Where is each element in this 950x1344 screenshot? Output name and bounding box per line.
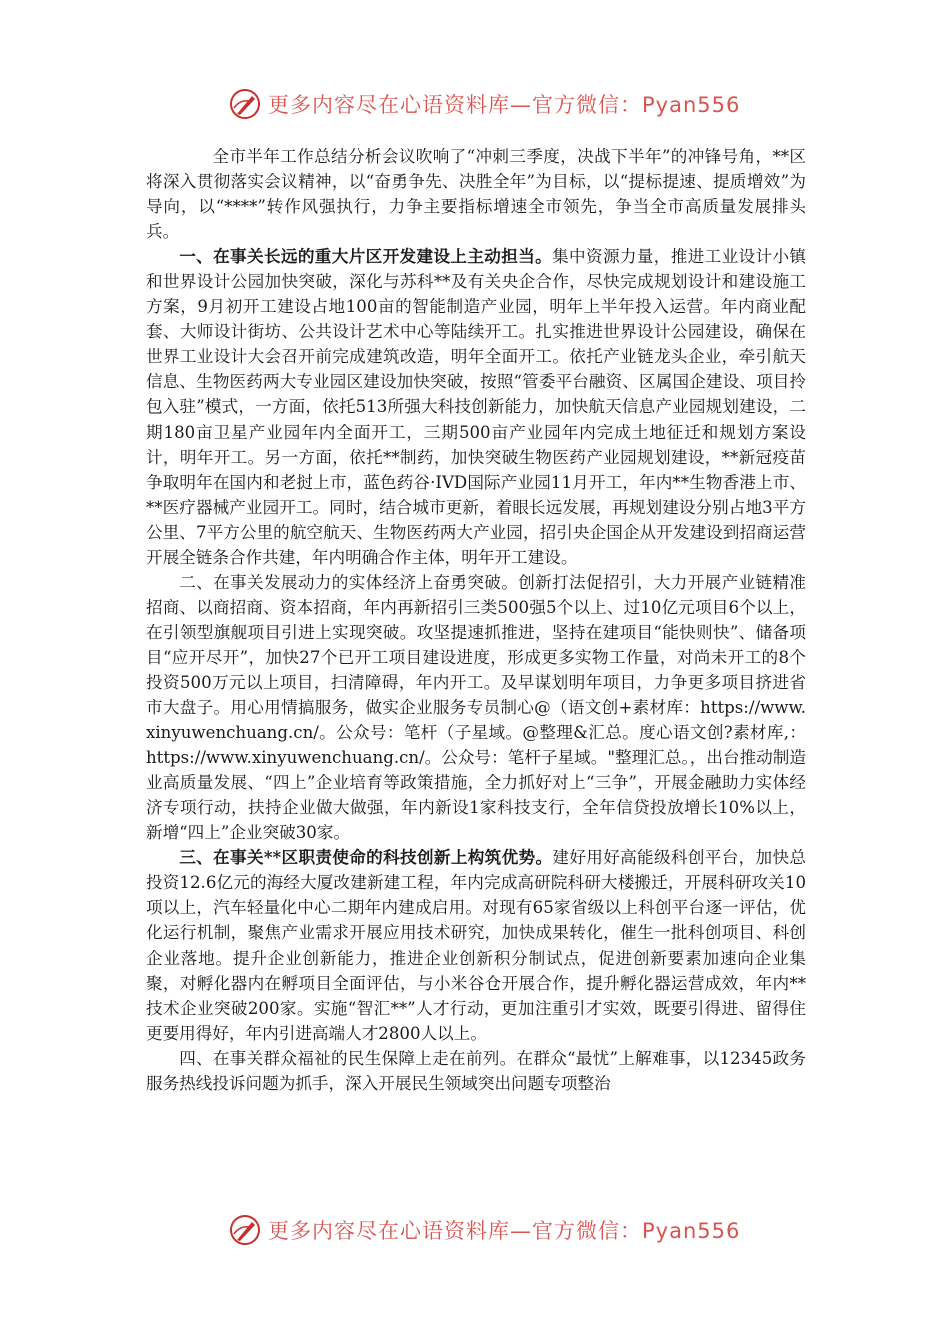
section-heading: 三、在事关**区职责使命的科技创新上构筑优势。: [179, 847, 553, 868]
banner-text: 更多内容尽在心语资料库—官方微信：Pyan556: [268, 93, 741, 117]
paragraph-section-2: 二、在事关发展动力的实体经济上奋勇突破。创新打法促招引，大力开展产业链精准招商、以商招商、资本招商，年内再新招引三类500强5个以上、过10亿元项目6个以上，在引领型旗舰项目引进上实现突破。攻坚提速抓推进，坚持在建项目“能快则快”、储备项目“应开尽开”，加快27个已开工项目建设进度，形成更多实物工作量，对尚未开工的8个投资500万元以上项目，扫清障碍，年内开工。及早谋划明年项目，力争更多项目挤进省市大盘子。用心用情搞服务，做实企业服务专员制心@（语文创+素材库：https://www.xinyuwenchuang.cn/。公众号：笔杆（子星域。@整理&汇总。度心语文创?素材库,：https://www.xinyuwenchuang.cn/。公众号：笔杆子星域。"整理汇总。，出台推动制造业高质量发展、“四上”企业培育等政策措施，全力抓好对上“三争”，开展金融助力实体经济专项行动，扶持企业做大做强，年内新设1家科技支行，全年信贷投放增长10%以上，新增“四上”企业突破30家。: [146, 572, 806, 843]
header-banner: [228, 84, 748, 124]
paragraph-section-1: 一、在事关长远的重大片区开发建设上主动担当。集中资源力量，推进工业设计小镇和世界设计公园加快突破，深化与苏科**及有关央企合作，尽快完成规划设计和建设施工方案，9月初开工建设占地100亩的智能制造产业园，明年上半年投入运营。年内商业配套、大师设计街坊、公共设计艺术中心等陆续开工。扎实推进世界设计公园建设，确保在世界工业设计大会召开前完成建筑改造，明年全面开工。依托产业链龙头企业，牵引航天信息、生物医药两大专业园区建设加快突破，按照“管委平台融资、区属国企建设、项目拎包入驻”模式，一方面，依托513所强大科技创新能力，加快航天信息产业园规划建设，二期180亩卫星产业园年内全面开工，三期500亩产业园年内完成土地征迁和规划方案设计，明年开工。另一方面，依托**制药，加快突破生物医药产业园规划建设，**新冠疫苗争取明年在国内和老挝上市，蓝色药谷·IVD国际产业园11月开工，年内**生物香港上市、**医疗器械产业园开工。同时，结合城市更新，着眼长远发展，再规划建设分别占地3平方公里、7平方公里的航空航天、生物医药两大产业园，招引央企国企从开发建设到招商运营开展全链条合作共建，年内明确合作主体，明年开工建设。: [146, 246, 807, 567]
document-body: [146, 144, 806, 1096]
footer-banner: [228, 1210, 748, 1250]
pen-nib-logo-icon: [228, 87, 262, 121]
banner-text: 更多内容尽在心语资料库—官方微信：Pyan556: [268, 1219, 741, 1243]
paragraph-intro: 全市半年工作总结分析会议吹响了“冲刺三季度，决战下半年”的冲锋号角，**区将深入贯彻落实会议精神，以“奋勇争先、决胜全年”为目标，以“提标提速、提质增效”为导向，以“****”转作风强执行，力争主要指标增速全市领先，争当全市高质量发展排头兵。: [146, 147, 806, 242]
paragraph-section-3: 三、在事关**区职责使命的科技创新上构筑优势。建好用好高能级科创平台，加快总投资12.6亿元的海经大厦改建新建工程，年内完成高研院科研大楼搬迁，开展科研攻关10项以上，汽车轻量化中心二期年内建成启用。对现有65家省级以上科创平台逐一评估，优化运行机制，聚焦产业需求开展应用技术研究，加快成果转化，催生一批科创项目、科创企业落地。提升企业创新能力，推进企业创新积分制试点，促进创新要素加速向企业集聚，对孵化器内在孵项目全面评估，与小米谷仓开展合作，提升孵化器运营成效，年内**技术企业突破200家。实施“智汇**”人才行动，更加注重引才实效，既要引得进、留得住更要用得好，年内引进高端人才2800人以上。: [146, 847, 807, 1043]
section-heading: 一、在事关长远的重大片区开发建设上主动担当。: [179, 246, 553, 267]
pen-nib-logo-icon: [228, 1213, 262, 1247]
paragraph-section-4: 四、在事关群众福祉的民生保障上走在前列。在群众“最忧”上解难事，以12345政务服务热线投诉问题为抓手，深入开展民生领域突出问题专项整治: [146, 1048, 806, 1093]
